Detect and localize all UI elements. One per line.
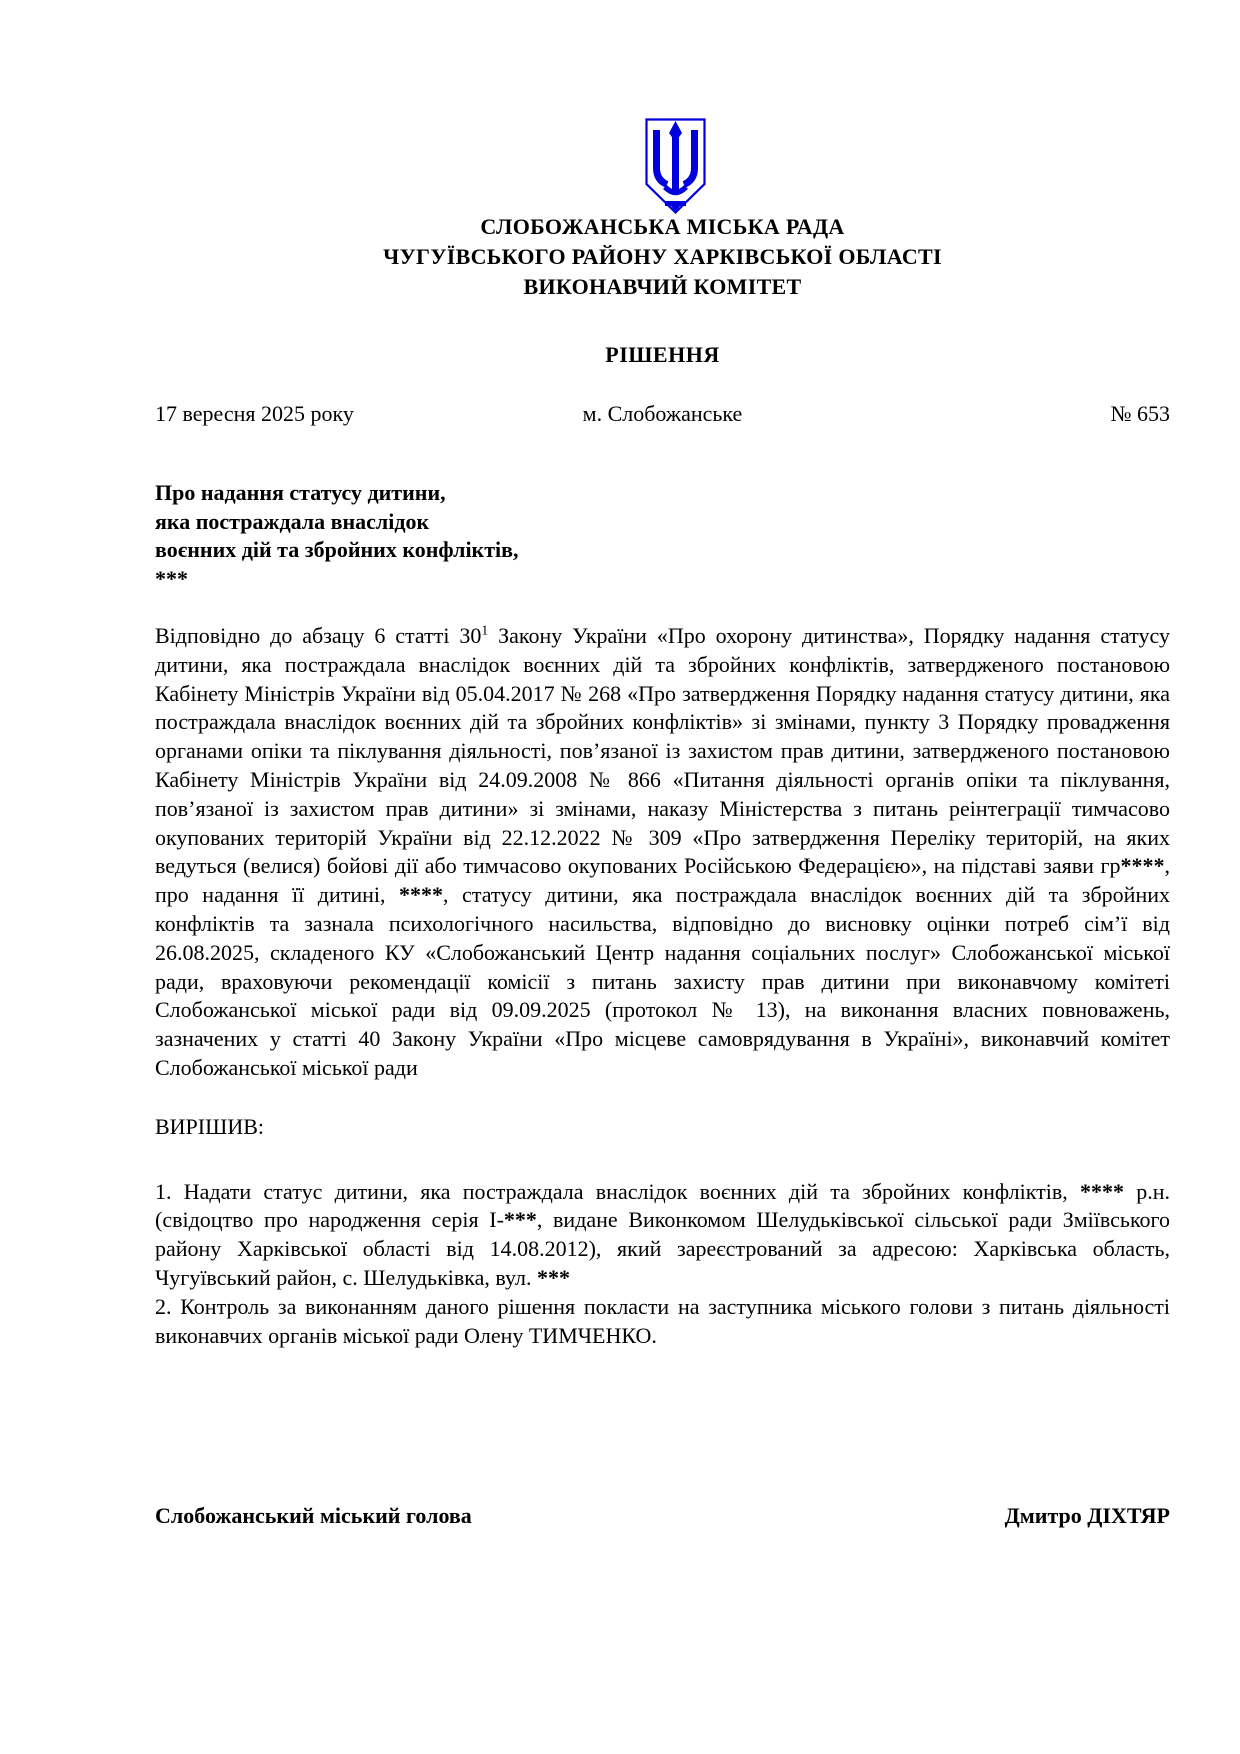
subject-line-3: воєнних дій та збройних конфліктів, [155,537,519,563]
document-type-title: РІШЕННЯ [605,342,720,367]
subject-block [155,479,1170,594]
document-meta-row [155,400,1170,429]
org-header [155,212,1170,302]
decision-date: 17 вересня 2025 року [155,401,354,426]
ukraine-trident-emblem [643,118,708,215]
subject-line-1: Про надання статусу дитини, [155,479,446,505]
org-name-line-2: ЧУГУЇВСЬКОГО РАЙОНУ ХАРКІВСЬКОЇ ОБЛАСТІ [383,244,942,269]
signatory-position: Слобожанський міський голова [155,1503,472,1529]
decision-place: м. Слобожанське [582,401,743,426]
org-name-line-1: СЛОБОЖАНСЬКА МІСЬКА РАДА [480,214,845,239]
intro-paragraph: Відповідно до абзацу 6 статті $30^1$ Закону України «Про охорону дитинства», Порядку надання статусу дитини, яка постраждала внаслідок воєнних дій та збройних конфліктів, затвердженого постановою Кабінету Міністрів України від 05.04.2017 № 268 «Про затвердження Порядку надання статусу дитини, яка постраждала внаслідок воєнних дій та збройних конфліктів» зі змінами, пункту 3 Порядку провадження органами опіки та піклування діяльності, пов’язаної із захистом прав дитини, затвердженого постановою Кабінету Міністрів України від 24.09.2008 № 866 «Питання діяльності органів опіки та піклування, пов’язаної із захистом прав дитини» зі змінами, наказу Міністерства з питань реінтеграції тимчасово окупованих територій України від 22.12.2022 № 309 «Про затвердження Переліку територій, на яких ведуться (велися) бойові дії або тимчасово окупованих Російською Федерацією», на підставі заяви гр****, про надання її дитині, ****, статусу дитини, яка постраждала внаслідок воєнних дій та збройних конфліктів та зазнала психологічного насильства, відповідно до висновку оцінки потреб сім’ї від 26.08.2025, складеного КУ «Слобожанський Центр надання соціальних послуг» Слобожанської міської ради, враховуючи рекомендації комісії з питань захисту прав дитини при виконавчому комітеті Слобожанської міської ради від 09.09.2025 (протокол № 13), на виконання власних повноважень, зазначених у статті 40 Закону України «Про місцеве самоврядування в Україні», виконавчий комітет Слобожанської міської ради [155,622,1170,1080]
org-name-line-3: ВИКОНАВЧИЙ КОМІТЕТ [523,274,802,299]
resolved-label: ВИРІШИВ: [155,1113,264,1139]
subject-line-4: *** [155,566,188,592]
decision-item-2: 2. Контроль за виконанням даного рішення покласти на заступника міського голови з питань діяльності виконавчих органів міської ради Олену ТИМЧЕНКО. [155,1293,1170,1348]
subject-line-2: яка постраждала внаслідок [155,508,430,534]
signature-row [155,1502,1170,1531]
signatory-name: Дмитро ДІХТЯР [1004,1503,1170,1529]
decision-item-1: 1. Надати статус дитини, яка постраждала внаслідок воєнних дій та збройних конфліктів, **** р.н. (свідоцтво про народження серія І-***, видане Виконкомом Шелудьківської сільської ради Зміївського району Харківської області від 14.08.2012), який зареєстрований за адресою: Харківська область, Чугуївський район, с. Шелудьківка, вул. *** [155,1178,1170,1290]
decision-number: № 653 [1110,401,1170,426]
